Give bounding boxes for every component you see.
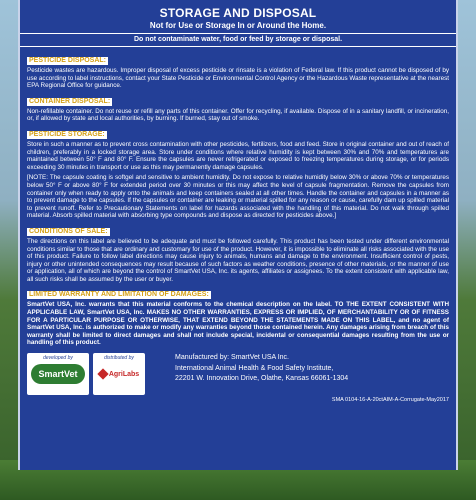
storage-note: [NOTE: The capsule coating is softgel and sensitive to ambient humidity. Do not expose to relative humidity below 30% or above 70% or temperatures below 50° F or above 80° F for extended period over 30 minutes or this may affect the level of capsule fragmentation. Remove the capsules from container only when ready to apply onto the animals and keep containers sealed at all other times. Handle the container and capsules in a manner as to prevent damage to the capsules. If the capsules or container are leaking or material spilled for any reason or cause, carefully dam up spilled material to prevent runoff. Refer to Precautionary Statements on label for hazards associated with the handling of this material. Do not walk through spilled material. Absorb spilled material with absorbing type compounds and dispose as directed for pesticides above.] — [27, 174, 449, 220]
section-conditions-of-sale — [27, 220, 449, 284]
distributed-by-caption: distributed by — [104, 355, 134, 362]
label-title: STORAGE AND DISPOSAL — [159, 6, 317, 20]
label-subtitle: Not for Use or Storage In or Around the Home. — [149, 21, 327, 30]
section-text: The directions on this label are believed to be adequate and must be followed carefully. This product has been tested under different environmental conditions similar to those that are ordinary and customary for use of the product. However, it is impossible to eliminate all risks associated with the use of this product. Failure to follow label directions may cause injury to animals, humans and damage to the environment. Insufficient control of pests, injury or other unintended consequences may result because of such factors as weather conditions, presence of other materials, or the manner of use or application, all of which are beyond the control of SmartVet USA, Inc. its agents, affiliates or assignees. To the extent consistent with applicable law, all such risks shall be assumed by the user or buyer. — [27, 237, 449, 283]
section-warranty — [27, 283, 449, 347]
smartvet-logo: SmartVet — [31, 364, 85, 384]
section-heading: CONDITIONS OF SALE: — [29, 227, 108, 235]
manufacturer-address: 22201 W. Innovation Drive, Olathe, Kansas 66061-1304 — [175, 375, 349, 383]
agrilabs-logo — [96, 367, 142, 381]
institute-name: International Animal Health & Food Safety Institute, — [175, 364, 334, 372]
section-text: Pesticide wastes are hazardous. Improper disposal of excess pesticide or rinsate is a violation of Federal law. If this product cannot be disposed of by use according to label instructions, contact your State Pesticide or Environmental Control Agency or the Hazardous Waste representative at the nearest EPA Regional Office for guidance. — [27, 67, 449, 90]
developed-by-caption: developed by — [43, 355, 73, 362]
background-grass-left — [0, 0, 18, 500]
contamination-notice: Do not contaminate water, food or feed by storage or disposal. — [20, 33, 456, 47]
section-text: Non-refillable container. Do not reuse or refill any parts of this container. Offer for recycling, if available. Dispose of in a sanitary landfill, or incineration, or, if allowed by state and local authorities, by burning. If burned, stay out of smoke. — [27, 107, 449, 123]
label-footer — [27, 351, 449, 411]
section-pesticide-disposal — [27, 49, 449, 90]
product-label-panel — [18, 0, 458, 470]
section-heading: CONTAINER DISPOSAL: — [29, 97, 111, 105]
section-text: SmartVet USA, Inc. warrants that this material conforms to the chemical description on the label. TO THE EXTENT CONSISTENT WITH APPLICABLE LAW, SmartVet USA, Inc. MAKES NO OTHER WARRANTIES, EXPRESS OR IMPLIED, OF MERCHANTABILITY OR OF FITNESS FOR A PARTICULAR PURPOSE OR OTHERWISE, THAT EXTEND BEYOND THE STATEMENTS MADE ON THIS LABEL, and no agent of SmartVet USA, Inc. is authorized to make or modify any warranties beyond those contained herein. Any damages arising from breach of this warranty shall be limited to direct damages and shall not include special, incidental or consequential damages resulting from the use or handling of this product. — [27, 301, 449, 347]
manufacturer-info — [175, 353, 455, 385]
label-code: SMA 0104-16-A-20ctAIM-A-Corrugate-May2017 — [331, 397, 449, 404]
section-pesticide-storage — [27, 123, 449, 220]
section-heading: PESTICIDE STORAGE: — [29, 130, 105, 138]
section-container-disposal — [27, 90, 449, 123]
agrilabs-logo-box — [93, 353, 145, 395]
section-heading: PESTICIDE DISPOSAL: — [29, 57, 107, 64]
manufactured-by: Manufactured by: SmartVet USA Inc. — [175, 354, 289, 362]
section-text: Store in such a manner as to prevent cross contamination with other pesticides, fertilizers, food and feed. Store in original container and out of reach of children, preferably in a locked storage area. Store under conditions where relative humidity is kept between 30% and 70% and temperatures are maintained between 50° F and 80° F. Ensure the capsules are never refrigerated or exposed to freezing temperatures during storage, or for periods exceeding 30 minutes in transport or use as this may permanently damage capsules. — [27, 140, 449, 171]
agrilabs-mark-icon — [97, 368, 108, 379]
agrilabs-logo-text: AgriLabs — [108, 370, 140, 378]
smartvet-logo-box — [27, 353, 89, 395]
section-heading: LIMITED WARRANTY AND LIMITATION OF DAMAGES: — [29, 291, 209, 299]
background-grass-right — [458, 0, 476, 500]
